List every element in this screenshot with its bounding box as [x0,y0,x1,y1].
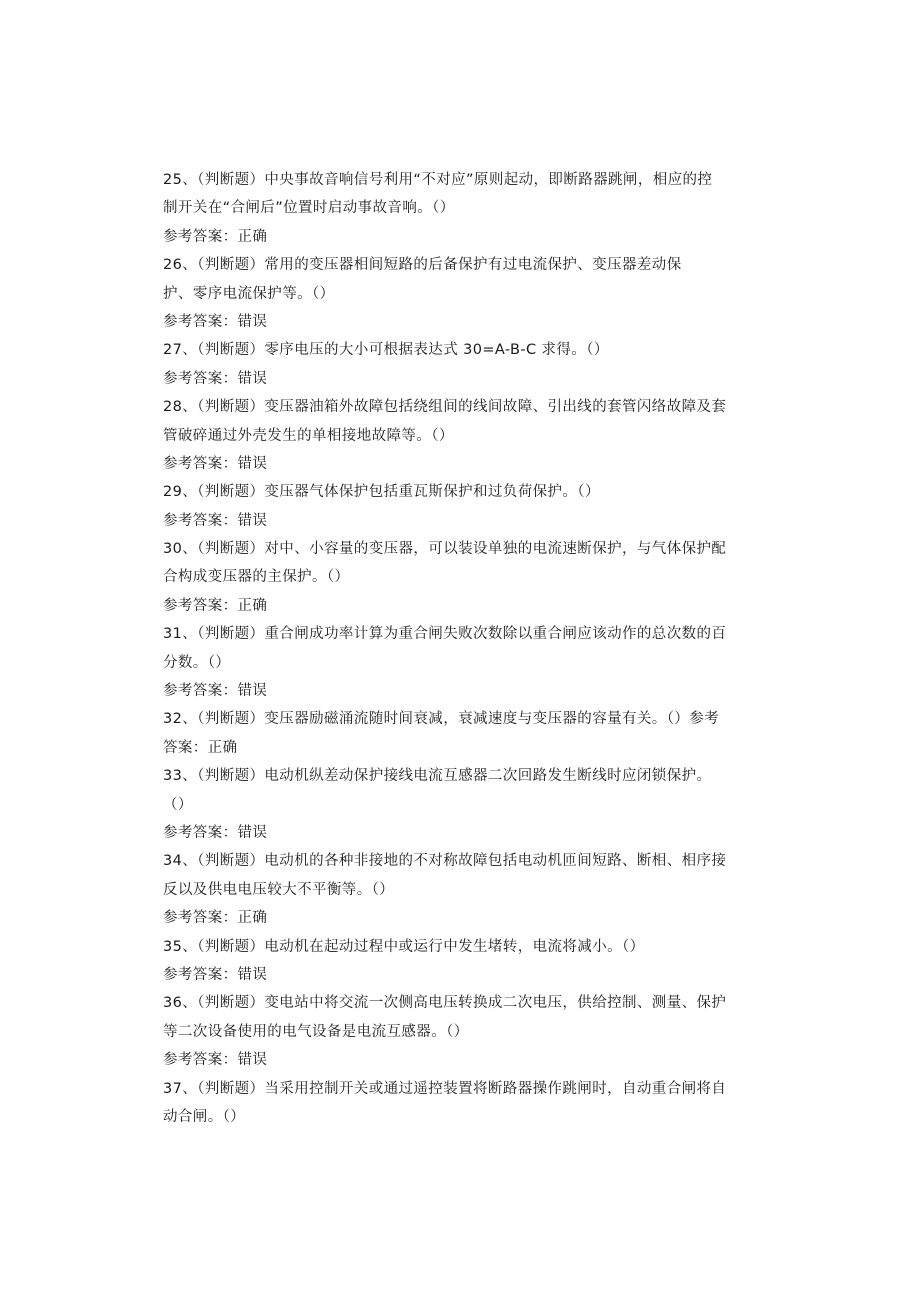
text-line: 35、（判断题）电动机在起动过程中或运行中发生堵转，电流将减小。（） [163,938,645,955]
text-line: 管破碎通过外壳发生的单相接地故障等。（） [163,427,454,444]
answer-line: 参考答案：正确 [163,597,268,614]
text-line: 29、（判断题）变压器气体保护包括重瓦斯保护和过负荷保护。（） [163,484,600,501]
answer-line: 参考答案：错误 [163,824,268,841]
answer-line: 参考答案：错误 [163,313,268,330]
text-line: 37、（判断题）当采用控制开关或通过遥控装置将断路器操作跳闸时，自动重合闸将自 [163,1080,727,1097]
text-line: 护、零序电流保护等。（） [163,285,335,302]
answer-line: 答案：正确 [163,739,238,756]
text-line: 动合闸。（） [163,1108,246,1125]
answer-line: 参考答案：错误 [163,370,268,387]
text-line: 30、（判断题）对中、小容量的变压器，可以装设单独的电流速断保护，与气体保护配 [163,541,727,558]
answer-line: 参考答案：正确 [163,910,268,927]
text-line: 34、（判断题）电动机的各种非接地的不对称故障包括电动机匝间短路、断相、相序接 [163,853,727,870]
text-line: 反以及供电电压较大不平衡等。（） [163,881,395,898]
document-page [163,166,763,1131]
text-line: 27、（判断题）零序电压的大小可根据表达式 30=A-B-C 求得。（） [163,342,609,359]
answer-line: 参考答案：正确 [163,228,268,245]
text-line: 25、（判断题）中央事故音响信号利用“不对应”原则起动，即断路器跳闸，相应的控 [163,172,713,188]
text-line: 33、（判断题）电动机纵差动保护接线电流互感器二次回路发生断线时应闭锁保护。 [163,768,712,785]
answer-line: 参考答案：错误 [163,1052,268,1069]
text-line: 31、（判断题）重合闸成功率计算为重合闸失败次数除以重合闸应该动作的总次数的百 [163,626,727,643]
text-line: 28、（判断题）变压器油箱外故障包括绕组间的线间故障、引出线的套管闪络故障及套 [163,399,727,416]
text-line: 制开关在“合闸后”位置时启动事故音响。（） [163,200,455,217]
answer-line: 参考答案：错误 [163,966,268,983]
text-line: 26、（判断题）常用的变压器相间短路的后备保护有过电流保护、变压器差动保 [163,257,682,274]
text-line: 合构成变压器的主保护。（） [163,569,350,586]
text-line: 32、（判断题）变压器励磁涌流随时间衰减，衰减速度与变压器的容量有关。（）参考 [163,711,720,728]
text-line: 分数。（） [163,654,231,671]
answer-line: 参考答案：错误 [163,455,268,472]
answer-line: 参考答案：错误 [163,512,268,529]
text-line: （） [163,796,193,813]
text-line: 36、（判断题）变电站中将交流一次侧高电压转换成二次电压，供给控制、测量、保护 [163,995,727,1012]
text-line: 等二次设备使用的电气设备是电流互感器。（） [163,1023,469,1040]
answer-line: 参考答案：错误 [163,683,268,700]
